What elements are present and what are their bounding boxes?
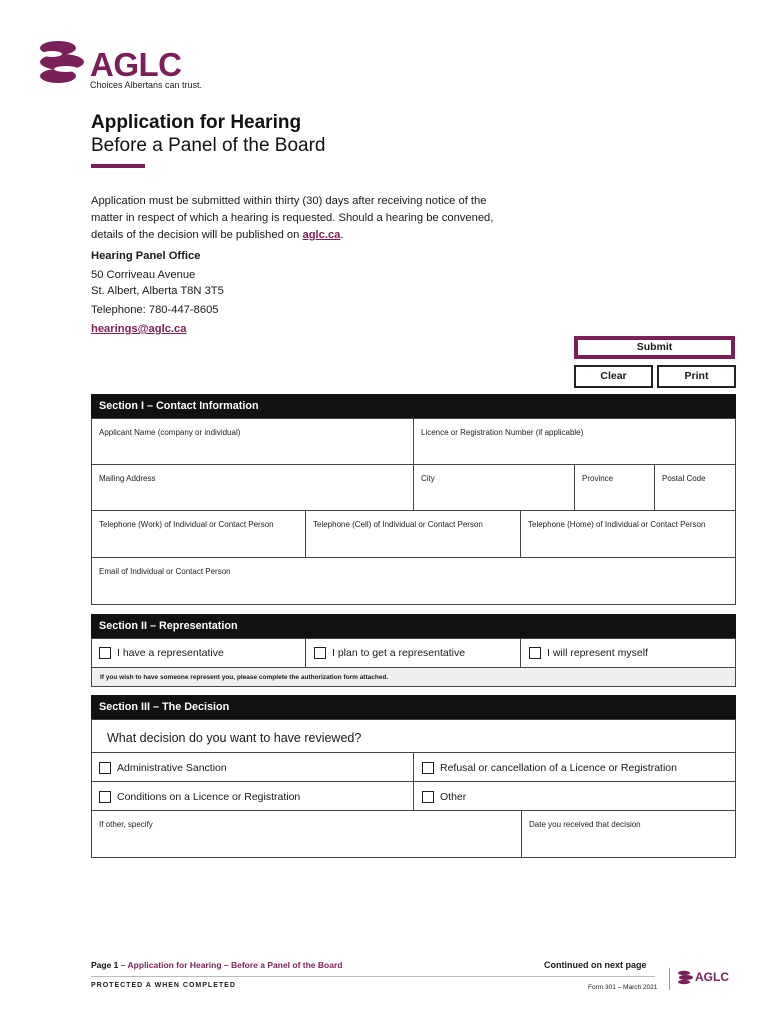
title-underline — [91, 164, 145, 168]
office-phone: Telephone: 780-447-8605 — [91, 304, 219, 316]
date-received-field[interactable] — [521, 810, 736, 858]
office-title: Hearing Panel Office — [91, 250, 201, 262]
city-label: City — [421, 474, 435, 483]
footer-separator: – — [118, 960, 128, 970]
clear-button[interactable]: Clear — [574, 365, 653, 388]
print-button[interactable]: Print — [657, 365, 736, 388]
telephone-cell-label: Telephone (Cell) of Individual or Contact Person — [313, 520, 483, 529]
intro-paragraph — [91, 193, 521, 244]
administrative-sanction-label: Administrative Sanction — [117, 762, 227, 774]
checkbox-other[interactable] — [422, 791, 434, 803]
footer-form-number: Form 301 – March 2021 — [588, 984, 658, 991]
postal-code-field[interactable] — [654, 464, 736, 511]
page-title: Application for Hearing — [91, 112, 302, 133]
submit-button[interactable]: Submit — [574, 336, 735, 359]
telephone-home-label: Telephone (Home) of Individual or Contact Person — [528, 520, 706, 529]
telephone-home-field[interactable] — [520, 510, 736, 558]
footer-aglc-logo-icon — [676, 970, 694, 985]
postal-code-label: Postal Code — [662, 474, 706, 483]
province-field[interactable] — [574, 464, 655, 511]
footer-protected: PROTECTED A WHEN COMPLETED — [91, 982, 236, 989]
office-address-line1: 50 Corriveau Avenue — [91, 269, 196, 281]
page-subtitle: Before a Panel of the Board — [91, 135, 326, 156]
footer-divider — [91, 976, 655, 977]
brand-name: AGLC — [90, 46, 182, 83]
section3-header: Section III – The Decision — [91, 695, 736, 719]
mailing-address-field[interactable] — [91, 464, 414, 511]
conditions-licence-label: Conditions on a Licence or Registration — [117, 791, 301, 803]
checkbox-have-representative[interactable] — [99, 647, 111, 659]
represent-myself-label: I will represent myself — [547, 647, 648, 659]
checkbox-represent-myself[interactable] — [529, 647, 541, 659]
telephone-work-field[interactable] — [91, 510, 306, 558]
footer-doc-title: Application for Hearing – Before a Panel of the Board — [127, 960, 343, 970]
footer-continued: Continued on next page — [544, 960, 647, 970]
licence-number-label: Licence or Registration Number (if applicable) — [421, 428, 584, 437]
telephone-cell-field[interactable] — [305, 510, 521, 558]
representation-note: If you wish to have someone represent you, please complete the authorization form attached. — [91, 667, 736, 687]
if-other-specify-label: If other, specify — [99, 820, 153, 829]
plan-representative-label: I plan to get a representative — [332, 647, 466, 659]
office-email-link[interactable]: hearings@aglc.ca — [91, 323, 187, 335]
decision-question: What decision do you want to have reviewed? — [107, 731, 362, 745]
intro-end: . — [340, 229, 344, 241]
brand-tagline: Choices Albertans can trust. — [90, 80, 203, 90]
office-address-line2: St. Albert, Alberta T8N 3T5 — [91, 285, 224, 297]
date-received-label: Date you received that decision — [529, 820, 641, 829]
email-label: Email of Individual or Contact Person — [99, 567, 231, 576]
if-other-specify-field[interactable] — [91, 810, 522, 858]
footer-vertical-divider — [669, 968, 670, 990]
option-have-representative[interactable] — [91, 638, 306, 668]
have-representative-label: I have a representative — [117, 647, 224, 659]
section2-header: Section II – Representation — [91, 614, 736, 638]
footer-page-number: Page 1 — [91, 960, 119, 970]
checkbox-refusal-cancellation[interactable] — [422, 762, 434, 774]
mailing-address-label: Mailing Address — [99, 474, 156, 483]
province-label: Province — [582, 474, 614, 483]
footer-page-info — [91, 960, 342, 970]
telephone-work-label: Telephone (Work) of Individual or Contact Person — [99, 520, 274, 529]
option-represent-myself[interactable] — [520, 638, 736, 668]
option-conditions-licence[interactable] — [91, 781, 414, 811]
section1-header: Section I – Contact Information — [91, 394, 736, 418]
footer-brand-name: AGLC — [695, 970, 729, 984]
city-field[interactable] — [413, 464, 575, 511]
option-refusal-cancellation[interactable] — [413, 752, 736, 782]
option-administrative-sanction[interactable] — [91, 752, 414, 782]
applicant-name-field[interactable] — [91, 418, 414, 465]
other-label: Other — [440, 791, 467, 803]
licence-number-field[interactable] — [413, 418, 736, 465]
aglc-link[interactable]: aglc.ca — [302, 229, 341, 241]
option-other[interactable] — [413, 781, 736, 811]
checkbox-conditions-licence[interactable] — [99, 791, 111, 803]
email-field[interactable] — [91, 557, 736, 605]
aglc-logo-icon — [32, 38, 88, 86]
checkbox-plan-representative[interactable] — [314, 647, 326, 659]
applicant-name-label: Applicant Name (company or individual) — [99, 428, 241, 437]
option-plan-representative[interactable] — [305, 638, 521, 668]
checkbox-administrative-sanction[interactable] — [99, 762, 111, 774]
intro-text: Application must be submitted within thirty (30) days after receiving notice of the matter in respect of which a hearing is requested. Should a hearing be convened, details of the decision will be published on — [91, 195, 494, 241]
refusal-cancellation-label: Refusal or cancellation of a Licence or Registration — [440, 762, 677, 774]
